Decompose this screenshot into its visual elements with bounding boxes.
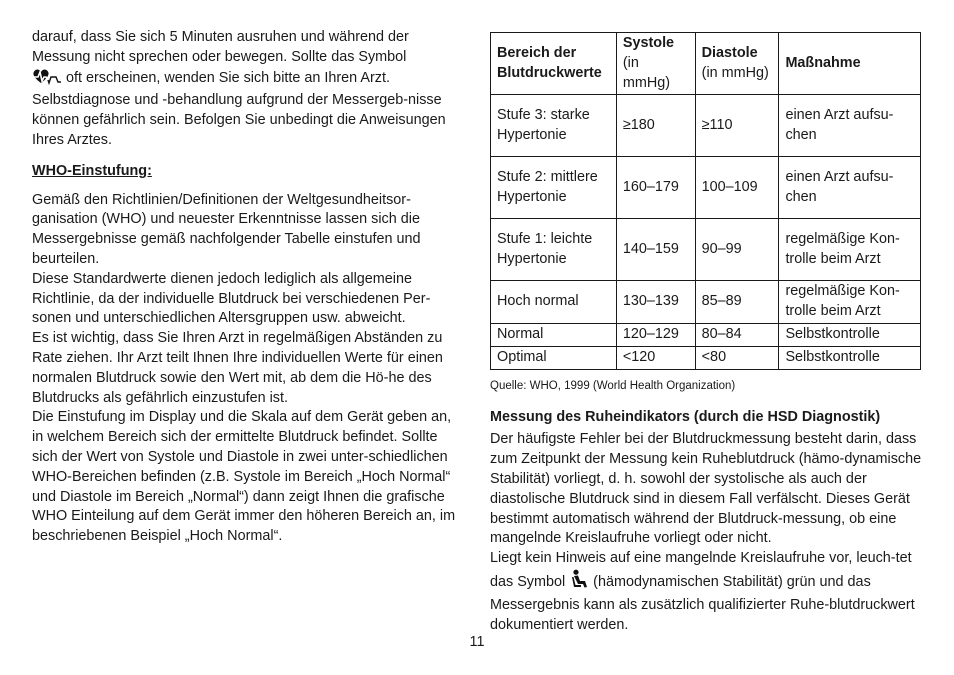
intro-line-1: darauf, dass Sie sich 5 Minuten ausruhen und während der bbox=[32, 29, 409, 45]
cell-systole: 160–179 bbox=[616, 157, 695, 219]
table-header-row bbox=[491, 33, 921, 95]
page-number: 11 bbox=[469, 634, 485, 650]
table-row bbox=[491, 219, 921, 281]
cell-action: einen Arzt aufsu-chen bbox=[779, 95, 921, 157]
cell-diastole: 80–84 bbox=[695, 323, 779, 346]
cell-diastole: 85–89 bbox=[695, 281, 779, 324]
who-paragraph-4: Die Einstufung im Display und die Skala auf dem Gerät geben an, in welchem Bereich sich der ermittelte Blutdruck befindet. Sollte sich der Wert von Systole und Diastole in zwei unter-schiedlichen WHO-Bereichen befinden (z.B. Systole im Bereich „Hoch Normal“ und Diastole im Bereich „Normal“) dann zeigt Ihnen die grafische WHO Einteilung auf dem Gerät immer den höheren Bereich an, im beschriebenen Beispiel „Hoch Normal“. bbox=[32, 409, 456, 545]
cell-systole: ≥180 bbox=[616, 95, 695, 157]
cell-diastole: <80 bbox=[695, 346, 779, 369]
rest-para2-after: (hämodynamischen Stabilität) grün und das Messergebnis kann als zusätzlich qualifizierter Ruhe-blutdruckwert dokumentiert werden. bbox=[490, 573, 915, 633]
header-systole-unit: (in mmHg) bbox=[622, 54, 671, 91]
table-source: Quelle: WHO, 1999 (World Health Organization) bbox=[490, 379, 736, 392]
cell-action: regelmäßige Kon-trolle beim Arzt bbox=[779, 219, 921, 281]
header-systole bbox=[616, 33, 695, 95]
cell-action: Selbstkontrolle bbox=[779, 323, 921, 346]
cell-systole: 120–129 bbox=[616, 323, 695, 346]
who-heading: WHO-Einstufung: bbox=[32, 162, 152, 179]
table-row bbox=[491, 323, 921, 346]
cell-action: Selbstkontrolle bbox=[779, 346, 921, 369]
seated-person-icon bbox=[569, 569, 589, 596]
header-diastole-unit: (in mmHg) bbox=[701, 64, 769, 81]
table-row bbox=[491, 95, 921, 157]
cell-diastole: 90–99 bbox=[695, 219, 779, 281]
table-row bbox=[491, 157, 921, 219]
header-systole-label: Systole bbox=[622, 35, 675, 51]
cell-action: einen Arzt aufsu-chen bbox=[779, 157, 921, 219]
cell-diastole: 100–109 bbox=[695, 157, 779, 219]
header-diastole bbox=[695, 33, 779, 95]
cell-range: Optimal bbox=[491, 346, 617, 369]
intro-line-3: oft erscheinen, wenden Sie sich bitte an Ihren Arzt. bbox=[62, 69, 390, 86]
who-classification-table bbox=[490, 32, 921, 370]
cell-range: Stufe 2: mittlere Hypertonie bbox=[491, 157, 617, 219]
heart-pulse-icon bbox=[32, 68, 62, 92]
cell-range: Stufe 3: starke Hypertonie bbox=[491, 95, 617, 157]
who-paragraph-2: Diese Standardwerte dienen jedoch lediglich als allgemeine Richtlinie, da der individuelle Blutdruck bei verschiedenen Per-sonen und unterschiedlichen Altersgruppen usw. abweicht. bbox=[32, 270, 431, 327]
header-range: Bereich der Blutdruckwerte bbox=[491, 33, 617, 95]
intro-line-2: Messung nicht sprechen oder bewegen. Sollte das Symbol bbox=[32, 48, 407, 65]
who-paragraph-1: Gemäß den Richtlinien/Definitionen der Weltgesundheitsor-ganisation (WHO) und neuester Erkenntnisse lassen sich die Messergebnisse gemäß nachfolgender Tabelle einstufen und beurteilen. bbox=[32, 191, 421, 267]
cell-diastole: ≥110 bbox=[695, 95, 779, 157]
header-action: Maßnahme bbox=[779, 33, 921, 95]
rest-indicator-heading: Messung des Ruheindikators (durch die HSD Diagnostik) bbox=[490, 408, 881, 425]
cell-range: Hoch normal bbox=[491, 281, 617, 324]
cell-systole: 130–139 bbox=[616, 281, 695, 324]
header-diastole-label: Diastole bbox=[701, 44, 758, 61]
cell-systole: <120 bbox=[616, 346, 695, 369]
rest-indicator-paragraph-1: Der häufigste Fehler bei der Blutdruckmessung besteht darin, dass zum Zeitpunkt der Messung kein Ruheblutdruck (hämo-dynamische Stabilität) vorliegt, d. h. sowohl der systolische als auch der diastolische Blutdruck sind in diesem Fall verfälscht. Dieses Gerät bestimmt automatisch während der Blutdruck-messung, ob eine mangelnde Kreislaufruhe vorliegt oder nicht. bbox=[490, 431, 922, 547]
left-column bbox=[32, 28, 464, 547]
cell-range: Stufe 1: leichte Hypertonie bbox=[491, 219, 617, 281]
rest-para2-before: Liegt kein Hinweis auf eine mangelnde Kreislaufruhe vor, leuch-tet das Symbol bbox=[490, 550, 912, 590]
cell-action: regelmäßige Kon-trolle beim Arzt bbox=[779, 281, 921, 324]
cell-systole: 140–159 bbox=[616, 219, 695, 281]
intro-paragraph bbox=[32, 28, 464, 151]
table-row bbox=[491, 281, 921, 324]
rest-indicator-paragraph-2 bbox=[490, 549, 922, 635]
who-paragraph-3: Es ist wichtig, dass Sie Ihren Arzt in regelmäßigen Abständen zu Rate ziehen. Ihr Arzt teilt Ihnen Ihre individuellen Werte für einen normalen Blutdruck sowie den Wert mit, ab dem die Hö-he des Blutdrucks als gefährlich einzustufen ist. bbox=[32, 330, 443, 406]
intro-rest: Selbstdiagnose und -behandlung aufgrund der Messergeb-nisse können gefährlich sein. Befolgen Sie unbedingt die Anweisungen Ihres Arztes. bbox=[32, 92, 446, 148]
table-row bbox=[491, 346, 921, 369]
right-column bbox=[490, 28, 922, 635]
cell-range: Normal bbox=[491, 323, 617, 346]
